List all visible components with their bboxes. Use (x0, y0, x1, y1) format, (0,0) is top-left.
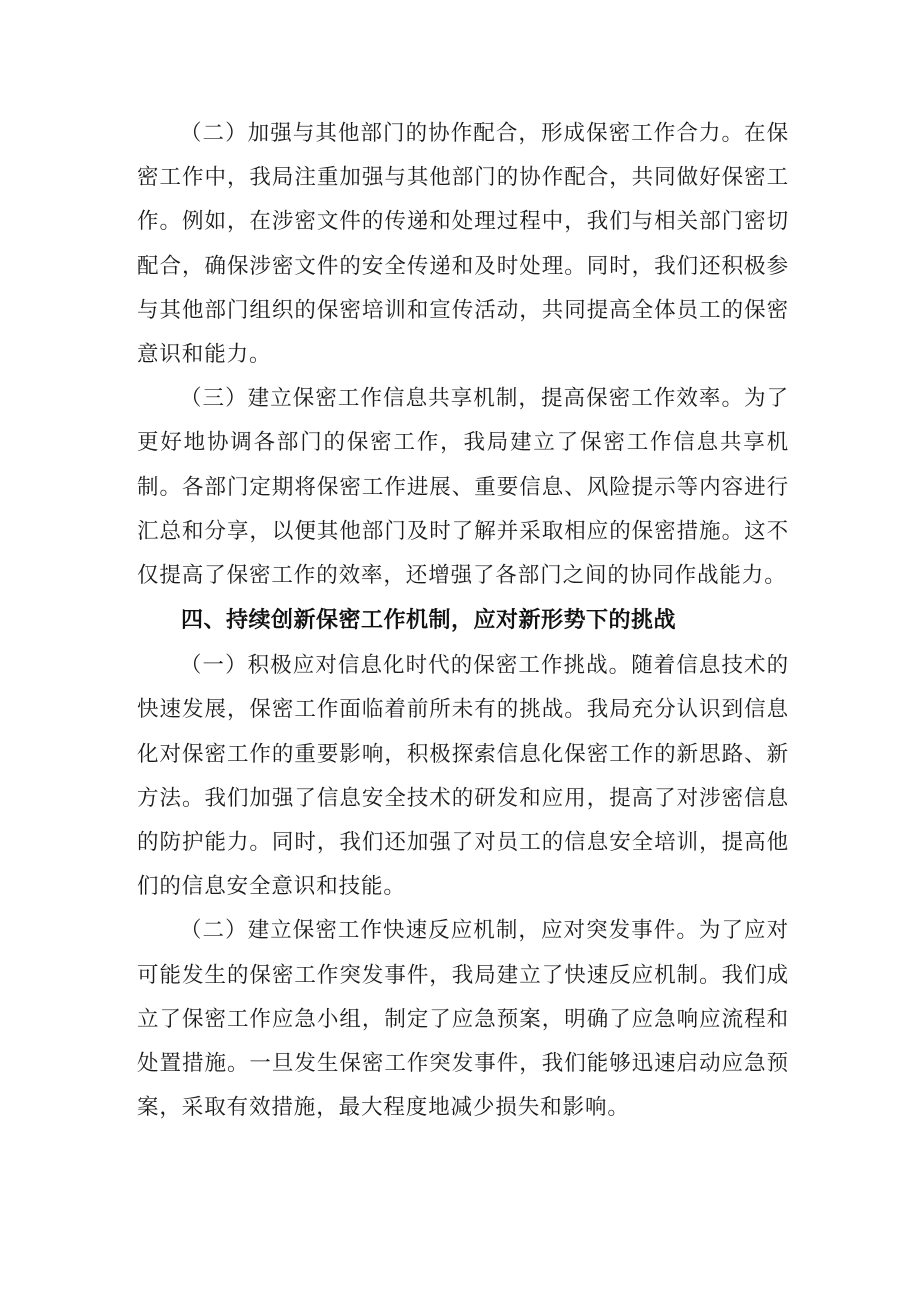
paragraph-4-1-informatization: （一）积极应对信息化时代的保密工作挑战。随着信息技术的快速发展，保密工作面临着前所未有的挑战。我局充分认识到信息化对保密工作的重要影响，积极探索信息化保密工作的新思路、新方法。我们加强了信息安全技术的研发和应用，提高了对涉密信息的防护能力。同时，我们还加强了对员工的信息安全培训，提高他们的信息安全意识和技能。 (137, 653, 789, 900)
paragraph-3-info-sharing: （三）建立保密工作信息共享机制，提高保密工作效率。为了更好地协调各部门的保密工作，我局建立了保密工作信息共享机制。各部门定期将保密工作进展、重要信息、风险提示等内容进行汇总和分享，以便其他部门及时了解并采取相应的保密措施。这不仅提高了保密工作的效率，还增强了各部门之间的协同作战能力。 (137, 386, 789, 589)
paragraph-2-cooperation: （二）加强与其他部门的协作配合，形成保密工作合力。在保密工作中，我局注重加强与其他部门的协作配合，共同做好保密工作。例如，在涉密文件的传递和处理过程中，我们与相关部门密切配合，确保涉密文件的安全传递和及时处理。同时，我们还积极参与其他部门组织的保密培训和宣传活动，共同提高全体员工的保密意识和能力。 (137, 121, 789, 368)
section-heading-4: 四、持续创新保密工作机制，应对新形势下的挑战 (181, 608, 677, 634)
document-body (137, 112, 789, 1130)
paragraph-4-2-rapid-response: （二）建立保密工作快速反应机制，应对突发事件。为了应对可能发生的保密工作突发事件，我局建立了快速反应机制。我们成立了保密工作应急小组，制定了应急预案，明确了应急响应流程和处置措施。一旦发生保密工作突发事件，我们能够迅速启动应急预案，采取有效措施，最大程度地减少损失和影响。 (137, 918, 789, 1121)
